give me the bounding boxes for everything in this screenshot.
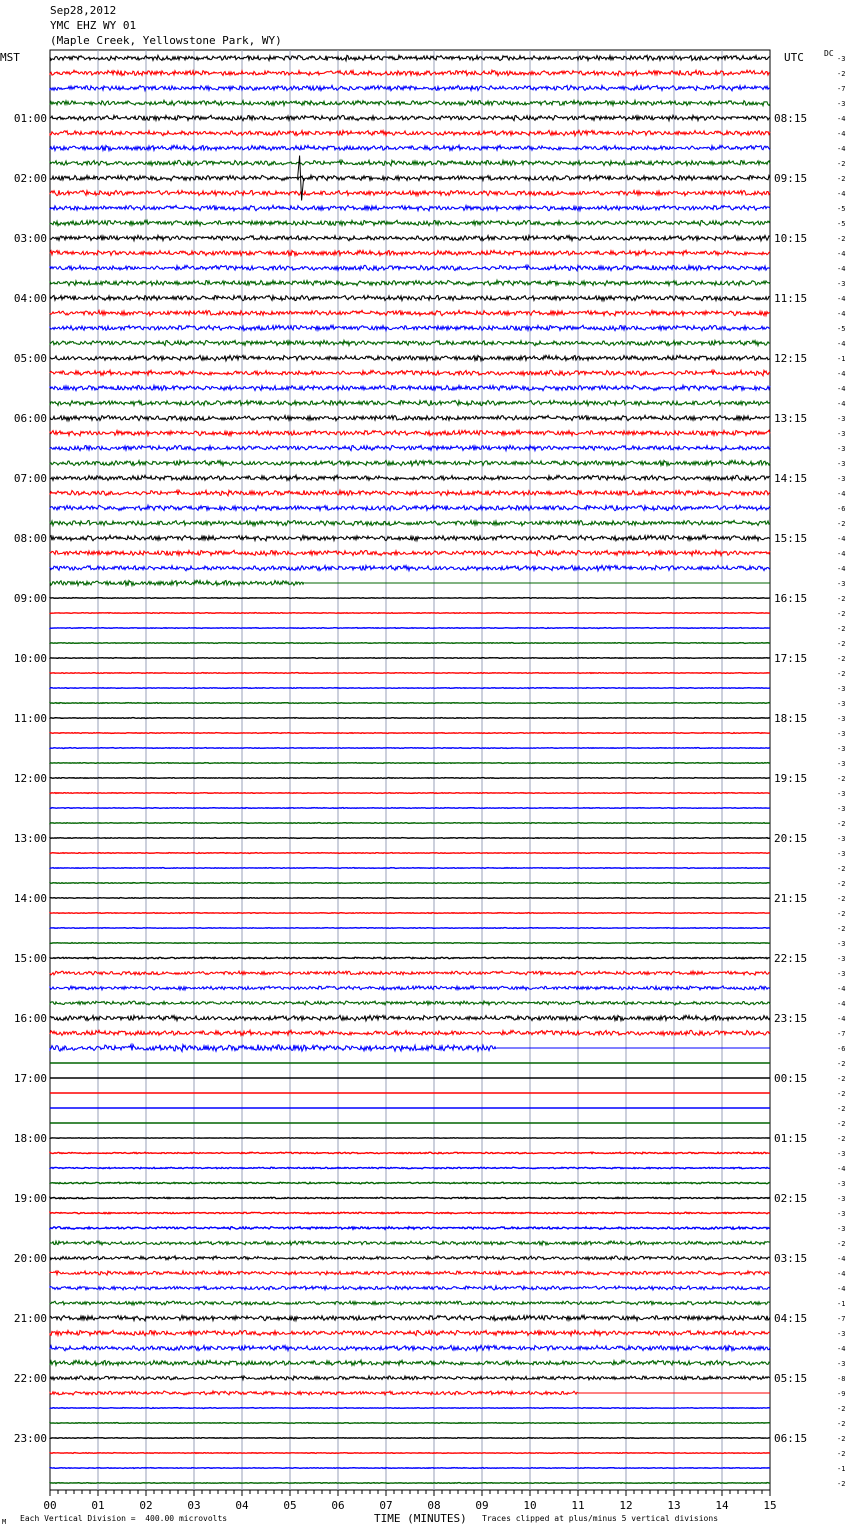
- dc-offset-label: -2: [837, 910, 846, 918]
- dc-offset-label: -2: [837, 175, 846, 183]
- dc-offset-label: -3: [837, 1225, 846, 1233]
- left-hour-label: 16:00: [13, 1012, 47, 1025]
- dc-offset-label: -3: [837, 1360, 846, 1368]
- trace-line: [50, 898, 770, 899]
- trace-line: [50, 1391, 578, 1395]
- footer-mark: M: [2, 1518, 7, 1526]
- dc-offset-label: -2: [837, 895, 846, 903]
- dc-offset-label: -4: [837, 340, 846, 348]
- trace-line: [50, 883, 770, 884]
- trace-line: [50, 808, 770, 809]
- trace-line: [50, 100, 770, 105]
- dc-offset-label: -2: [837, 1135, 846, 1143]
- trace-line: [50, 1167, 770, 1169]
- trace-line: [50, 1152, 770, 1154]
- right-hour-label: 10:15: [774, 232, 808, 245]
- left-hour-label: 18:00: [13, 1132, 47, 1145]
- trace-line: [50, 1286, 770, 1290]
- x-tick-label: 15: [763, 1499, 777, 1512]
- trace-line: [50, 175, 770, 180]
- dc-offset-label: -2: [837, 595, 846, 603]
- dc-offset-label: -3: [837, 1180, 846, 1188]
- left-hour-label: 15:00: [13, 952, 47, 965]
- dc-offset-label: -4: [837, 310, 846, 318]
- dc-offset-label: -3: [837, 415, 846, 423]
- right-hour-label: 19:15: [774, 772, 808, 785]
- x-axis-title: TIME (MINUTES): [374, 1512, 467, 1525]
- trace-line: [50, 1438, 770, 1439]
- dc-offset-label: -4: [837, 1165, 846, 1173]
- trace-line: [50, 130, 770, 135]
- trace-line: [50, 550, 770, 555]
- x-tick-label: 05: [283, 1499, 297, 1512]
- dc-offset-label: -2: [837, 1075, 846, 1083]
- right-hour-label: 21:15: [774, 892, 808, 905]
- trace-line: [50, 1197, 770, 1199]
- trace-line: [50, 1182, 770, 1184]
- trace-line: [50, 295, 770, 300]
- trace-line: [50, 385, 770, 390]
- right-hour-label: 12:15: [774, 352, 808, 365]
- trace-line: [50, 190, 770, 195]
- x-tick-label: 09: [475, 1499, 489, 1512]
- dc-offset-label: -4: [837, 190, 846, 198]
- vertical-scale-note: Each Vertical Division = 400.00 microvolts: [20, 1514, 228, 1523]
- left-hour-label: 04:00: [13, 292, 47, 305]
- dc-offset-label: -3: [837, 730, 846, 738]
- dc-offset-label: -4: [837, 385, 846, 393]
- trace-line: [50, 1045, 496, 1052]
- x-tick-label: 03: [187, 1499, 201, 1512]
- dc-offset-label: -2: [837, 1105, 846, 1113]
- x-tick-label: 06: [331, 1499, 345, 1512]
- trace-line: [50, 1212, 770, 1214]
- x-tick-label: 01: [91, 1499, 105, 1512]
- dc-offset-label: -2: [837, 1435, 846, 1443]
- dc-offset-label: -2: [837, 625, 846, 633]
- dc-offset-label: -4: [837, 145, 846, 153]
- dc-offset-label: -2: [837, 1480, 846, 1488]
- trace-line: [50, 325, 770, 330]
- trace-line: [50, 220, 770, 225]
- trace-line: [50, 928, 770, 929]
- dc-offset-label: -4: [837, 265, 846, 273]
- trace-line: [50, 1483, 770, 1484]
- dc-offset-label: -2: [837, 1060, 846, 1068]
- trace-line: [50, 580, 304, 585]
- trace-line: [50, 310, 770, 315]
- trace-line: [50, 265, 770, 271]
- trace-line: [50, 445, 770, 450]
- dc-offset-label: -2: [837, 520, 846, 528]
- right-hour-label: 16:15: [774, 592, 808, 605]
- trace-line: [50, 1271, 770, 1275]
- right-hour-label: 15:15: [774, 532, 808, 545]
- trace-line: [50, 823, 770, 824]
- trace-line: [50, 55, 770, 60]
- dc-offset-label: -3: [837, 685, 846, 693]
- right-hour-label: 00:15: [774, 1072, 808, 1085]
- trace-line: [50, 490, 770, 495]
- right-hour-label: 05:15: [774, 1372, 808, 1385]
- dc-offset-label: -2: [837, 1450, 846, 1458]
- trace-line: [50, 1241, 770, 1245]
- dc-offset-label: -4: [837, 1015, 846, 1023]
- right-hour-label: 13:15: [774, 412, 808, 425]
- dc-offset-label: -4: [837, 130, 846, 138]
- right-hour-label: 14:15: [774, 472, 808, 485]
- dc-offset-label: -2: [837, 1240, 846, 1248]
- right-hour-label: 11:15: [774, 292, 808, 305]
- dc-offset-label: -3: [837, 1150, 846, 1158]
- station-id: YMC EHZ WY 01: [50, 19, 137, 32]
- dc-offset-label: -4: [837, 535, 846, 543]
- trace-line: [50, 505, 770, 510]
- dc-offset-label: -3: [837, 940, 846, 948]
- trace-line: [50, 250, 770, 255]
- trace-line: [50, 145, 770, 150]
- trace-line: [50, 1301, 770, 1305]
- dc-offset-label: -2: [837, 1420, 846, 1428]
- left-hour-label: 05:00: [13, 352, 47, 365]
- trace-line: [50, 400, 770, 405]
- trace-line: [50, 643, 770, 644]
- trace-line: [50, 1138, 770, 1139]
- left-hour-label: 21:00: [13, 1312, 47, 1325]
- trace-line: [50, 86, 770, 91]
- dc-offset-label: -3: [837, 280, 846, 288]
- dc-offset-label: -4: [837, 565, 846, 573]
- dc-offset-label: -4: [837, 400, 846, 408]
- trace-line: [50, 70, 770, 75]
- left-hour-label: 06:00: [13, 412, 47, 425]
- trace-line: [50, 688, 770, 689]
- clip-note: Traces clipped at plus/minus 5 vertical divisions: [482, 1514, 719, 1523]
- x-tick-label: 10: [523, 1499, 537, 1512]
- dc-offset-label: -3: [837, 790, 846, 798]
- left-hour-label: 08:00: [13, 532, 47, 545]
- left-hour-label: 02:00: [13, 172, 47, 185]
- trace-line: [50, 430, 770, 435]
- dc-offset-label: -3: [837, 445, 846, 453]
- trace-line: [50, 520, 770, 525]
- trace-line: [50, 853, 770, 854]
- dc-offset-label: -4: [837, 115, 846, 123]
- trace-line: [50, 986, 770, 990]
- trace-line: [50, 1408, 770, 1409]
- dc-offset-label: -4: [837, 985, 846, 993]
- dc-offset-label: -3: [837, 475, 846, 483]
- dc-offset-label: -4: [837, 1270, 846, 1278]
- right-hour-label: 09:15: [774, 172, 808, 185]
- x-tick-label: 12: [619, 1499, 633, 1512]
- x-tick-label: 14: [715, 1499, 729, 1512]
- dc-offset-label: -4: [837, 490, 846, 498]
- left-hour-label: 12:00: [13, 772, 47, 785]
- trace-line: [50, 957, 770, 959]
- dc-offset-label: -7: [837, 1030, 846, 1038]
- right-hour-label: 23:15: [774, 1012, 808, 1025]
- x-tick-label: 04: [235, 1499, 249, 1512]
- trace-line: [50, 1015, 770, 1020]
- trace-line: [50, 1227, 770, 1230]
- dc-offset-label: -2: [837, 70, 846, 78]
- dc-offset-label: -3: [837, 460, 846, 468]
- left-hour-label: 07:00: [13, 472, 47, 485]
- trace-line: [50, 703, 770, 704]
- plot-date: Sep28,2012: [50, 4, 117, 17]
- dc-offset-label: -6: [837, 1045, 846, 1053]
- x-tick-label: 08: [427, 1499, 441, 1512]
- right-hour-label: 20:15: [774, 832, 808, 845]
- dc-offset-label: -4: [837, 550, 846, 558]
- left-hour-label: 14:00: [13, 892, 47, 905]
- dc-offset-label: -3: [837, 100, 846, 108]
- trace-line: [50, 355, 770, 360]
- trace-line: [50, 535, 770, 540]
- trace-line: [50, 1001, 770, 1005]
- trace-line: [50, 1330, 770, 1335]
- dc-offset-label: -2: [837, 655, 846, 663]
- dc-offset-label: -4: [837, 370, 846, 378]
- dc-offset-label: -7: [837, 85, 846, 93]
- dc-offset-label: -2: [837, 640, 846, 648]
- trace-line: [50, 793, 770, 794]
- dc-offset-label: -7: [837, 1315, 846, 1323]
- x-tick-label: 13: [667, 1499, 681, 1512]
- dc-offset-label: -4: [837, 295, 846, 303]
- trace-line: [50, 1468, 770, 1469]
- trace-line: [50, 718, 770, 719]
- dc-offset-label: -4: [837, 1345, 846, 1353]
- trace-line: [50, 763, 770, 764]
- dc-offset-label: -5: [837, 325, 846, 333]
- right-hour-label: 02:15: [774, 1192, 808, 1205]
- trace-line: [50, 160, 770, 166]
- left-hour-label: 22:00: [13, 1372, 47, 1385]
- right-hour-label: 01:15: [774, 1132, 808, 1145]
- right-hour-label: 22:15: [774, 952, 808, 965]
- dc-offset-label: -4: [837, 1255, 846, 1263]
- dc-offset-header: DC: [824, 49, 834, 58]
- trace-line: [50, 370, 770, 376]
- dc-offset-label: -1: [837, 1465, 846, 1473]
- dc-offset-label: -5: [837, 220, 846, 228]
- right-hour-label: 08:15: [774, 112, 808, 125]
- x-tick-label: 02: [139, 1499, 153, 1512]
- trace-line: [50, 628, 770, 629]
- x-tick-label: 00: [43, 1499, 57, 1512]
- trace-line: [50, 1360, 770, 1365]
- station-location: (Maple Creek, Yellowstone Park, WY): [50, 34, 282, 47]
- left-hour-label: 19:00: [13, 1192, 47, 1205]
- dc-offset-label: -4: [837, 1000, 846, 1008]
- left-hour-label: 20:00: [13, 1252, 47, 1265]
- trace-line: [50, 613, 770, 614]
- trace-line: [50, 748, 770, 749]
- dc-offset-label: -3: [837, 970, 846, 978]
- dc-offset-label: -2: [837, 235, 846, 243]
- dc-offset-label: -3: [837, 805, 846, 813]
- dc-offset-label: -2: [837, 610, 846, 618]
- trace-line: [50, 913, 770, 914]
- trace-line: [50, 235, 770, 240]
- trace-line: [50, 280, 770, 285]
- trace-line: [50, 460, 770, 465]
- dc-offset-label: -4: [837, 1285, 846, 1293]
- dc-offset-label: -3: [837, 955, 846, 963]
- trace-line: [50, 673, 770, 674]
- trace-line: [50, 943, 770, 944]
- dc-offset-label: -4: [837, 250, 846, 258]
- dc-offset-label: -2: [837, 160, 846, 168]
- left-hour-label: 13:00: [13, 832, 47, 845]
- dc-offset-label: -9: [837, 1390, 846, 1398]
- trace-line: [50, 838, 770, 839]
- dc-offset-label: -2: [837, 1405, 846, 1413]
- right-hour-label: 06:15: [774, 1432, 808, 1445]
- right-hour-label: 18:15: [774, 712, 808, 725]
- dc-offset-label: -2: [837, 1120, 846, 1128]
- dc-offset-label: -2: [837, 820, 846, 828]
- dc-offset-label: -2: [837, 865, 846, 873]
- trace-line: [50, 658, 770, 659]
- dc-offset-label: -3: [837, 835, 846, 843]
- left-hour-label: 11:00: [13, 712, 47, 725]
- dc-offset-label: -3: [837, 580, 846, 588]
- trace-line: [50, 1376, 770, 1380]
- dc-offset-label: -5: [837, 205, 846, 213]
- dc-offset-label: -2: [837, 670, 846, 678]
- right-hour-label: 03:15: [774, 1252, 808, 1265]
- dc-offset-label: -3: [837, 430, 846, 438]
- dc-offset-label: -3: [837, 850, 846, 858]
- trace-line: [50, 340, 770, 345]
- dc-offset-label: -1: [837, 1300, 846, 1308]
- dc-offset-label: -2: [837, 1090, 846, 1098]
- trace-line: [50, 1423, 770, 1424]
- dc-offset-label: -8: [837, 1375, 846, 1383]
- left-hour-label: 10:00: [13, 652, 47, 665]
- dc-offset-label: -3: [837, 715, 846, 723]
- dc-offset-label: -1: [837, 355, 846, 363]
- dc-offset-label: -3: [837, 55, 846, 63]
- dc-offset-label: -3: [837, 1330, 846, 1338]
- dc-offset-label: -3: [837, 760, 846, 768]
- dc-offset-label: -6: [837, 505, 846, 513]
- trace-line: [50, 1453, 770, 1454]
- dc-offset-label: -3: [837, 700, 846, 708]
- dc-offset-label: -2: [837, 775, 846, 783]
- trace-line: [50, 971, 770, 975]
- trace-line: [50, 733, 770, 734]
- dc-offset-label: -3: [837, 1195, 846, 1203]
- right-hour-label: 04:15: [774, 1312, 808, 1325]
- trace-line: [50, 205, 770, 210]
- x-tick-label: 07: [379, 1499, 393, 1512]
- trace-line: [50, 868, 770, 869]
- dc-offset-label: -3: [837, 1210, 846, 1218]
- left-hour-label: 03:00: [13, 232, 47, 245]
- trace-line: [50, 415, 770, 420]
- trace-line: [50, 1345, 770, 1350]
- trace-line: [50, 565, 770, 570]
- dc-offset-label: -3: [837, 745, 846, 753]
- trace-line: [50, 1030, 770, 1035]
- trace-line: [50, 115, 770, 120]
- trace-line: [50, 1315, 770, 1320]
- trace-line: [50, 475, 770, 480]
- trace-line: [50, 598, 770, 599]
- left-timezone-label: MST: [0, 51, 20, 64]
- dc-offset-label: -2: [837, 880, 846, 888]
- left-hour-label: 17:00: [13, 1072, 47, 1085]
- left-hour-label: 09:00: [13, 592, 47, 605]
- left-hour-label: 01:00: [13, 112, 47, 125]
- trace-line: [50, 1256, 770, 1260]
- dc-offset-label: -2: [837, 925, 846, 933]
- left-hour-label: 23:00: [13, 1432, 47, 1445]
- x-tick-label: 11: [571, 1499, 585, 1512]
- right-hour-label: 17:15: [774, 652, 808, 665]
- right-timezone-label: UTC: [784, 51, 804, 64]
- trace-line: [50, 778, 770, 779]
